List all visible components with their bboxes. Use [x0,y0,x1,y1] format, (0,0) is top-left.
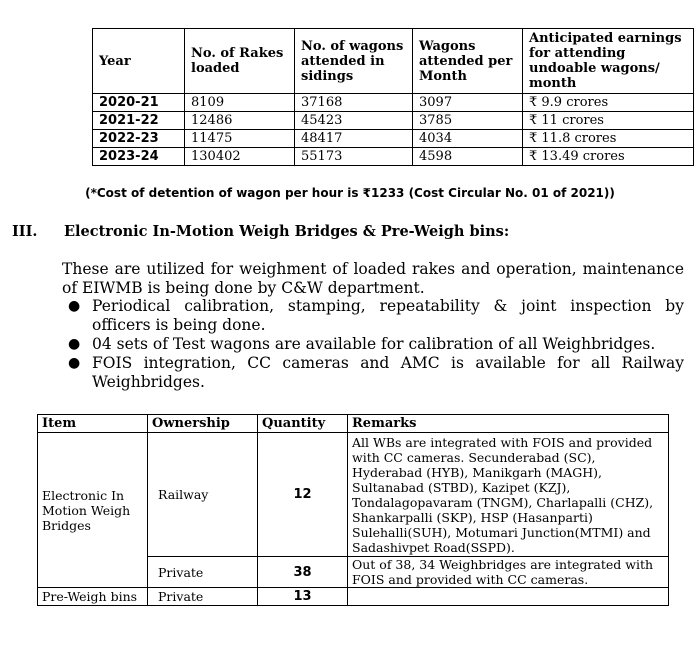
col-wagons-per-month: Wagons attended per Month [413,29,523,94]
cell-quantity: 38 [258,557,348,588]
section-number: III. [12,223,38,240]
cell-rakes: 8109 [185,94,295,112]
cell-quantity: 12 [258,433,348,557]
cell-earnings: ₹ 9.9 crores [523,94,694,112]
table-row [93,112,694,130]
cell-wagons: 55173 [295,148,413,166]
cell-remarks: Out of 38, 34 Weighbridges are integrated with FOIS and provided with CC cameras. [348,557,669,588]
cell-remarks [348,588,669,606]
col-wagons-attended: No. of wagons attended in sidings [295,29,413,94]
bullet-list [62,297,684,392]
list-item [62,354,684,392]
bullet-text: FOIS integration, CC cameras and AMC is available for all Railway Weighbridges. [92,354,684,391]
cell-rakes: 11475 [185,130,295,148]
list-item [62,335,684,354]
bullet-text: 04 sets of Test wagons are available for calibration of all Weighbridges. [92,335,656,353]
cell-rakes: 130402 [185,148,295,166]
cell-remarks: All WBs are integrated with FOIS and provided with CC cameras. Secunderabad (SC), Hyderabad (HYB), Manikgarh (MAGH), Sultanabad (STBD), Kazipet (KZJ), Tondalagopavaram (TNGM), Charlapalli (CHZ), Shankarpalli (SKP), HSP (Hasanparti) Sulehalli(SUH), Motumari Junction(MTMI) and Sadashivpet Road(SSPD). [348,433,669,557]
cell-ownership: Private [148,588,258,606]
detention-cost-note: (*Cost of detention of wagon per hour is ₹1233 (Cost Circular No. 01 of 2021)) [85,186,615,200]
cell-year: 2023-24 [93,148,185,166]
col-ownership: Ownership [148,415,258,433]
col-remarks: Remarks [348,415,669,433]
cell-earnings: ₹ 13.49 crores [523,148,694,166]
bullet-icon: ● [68,355,81,371]
section-heading [12,223,509,240]
col-item: Item [38,415,148,433]
table-row [93,130,694,148]
weighbridge-table [37,414,669,606]
cell-quantity: 13 [258,588,348,606]
cell-earnings: ₹ 11 crores [523,112,694,130]
cell-per-month: 4034 [413,130,523,148]
col-anticipated-earnings: Anticipated earnings for attending undoable wagons/ month [523,29,694,94]
cell-rakes: 12486 [185,112,295,130]
cell-wagons: 45423 [295,112,413,130]
table-row [93,94,694,112]
cell-year: 2022-23 [93,130,185,148]
cell-item-eiwb: Electronic In Motion Weigh Bridges [38,433,148,588]
cell-per-month: 4598 [413,148,523,166]
list-item [62,297,684,335]
intro-paragraph: These are utilized for weighment of loaded rakes and operation, maintenance of EIWMB is being done by C&W department. [62,260,684,297]
col-year: Year [93,29,185,94]
rake-loading-table [92,28,694,166]
cell-wagons: 48417 [295,130,413,148]
cell-year: 2020-21 [93,94,185,112]
table-row [93,148,694,166]
col-rakes-loaded: No. of Rakes loaded [185,29,295,94]
cell-item: Pre-Weigh bins [38,588,148,606]
cell-wagons: 37168 [295,94,413,112]
bullet-text: Periodical calibration, stamping, repeatability & joint inspection by officers is being done. [92,297,684,334]
bullet-icon: ● [68,336,81,352]
cell-per-month: 3097 [413,94,523,112]
bullet-icon: ● [68,298,81,314]
cell-ownership: Railway [148,433,258,557]
cell-year: 2021-22 [93,112,185,130]
cell-per-month: 3785 [413,112,523,130]
section-title: Electronic In-Motion Weigh Bridges & Pre-Weigh bins: [64,223,510,240]
table-header-row [93,29,694,94]
table-row [38,588,669,606]
table-row [38,433,669,557]
table-header-row [38,415,669,433]
cell-earnings: ₹ 11.8 crores [523,130,694,148]
col-quantity: Quantity [258,415,348,433]
cell-ownership: Private [148,557,258,588]
